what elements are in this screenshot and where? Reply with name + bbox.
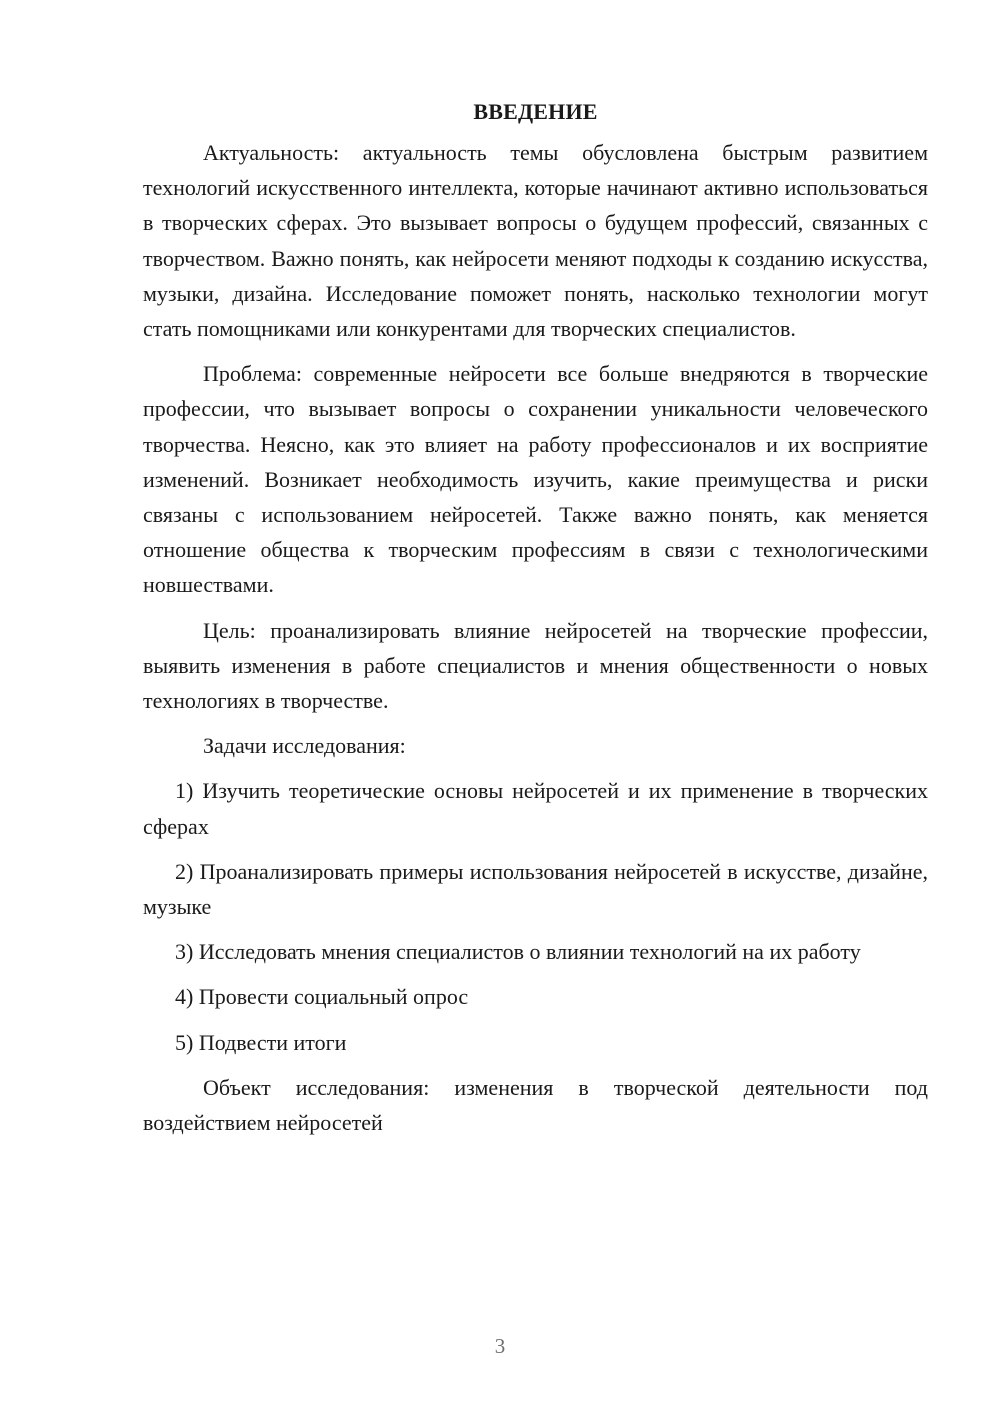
task-item-4: 4) Провести социальный опрос [175, 984, 469, 1010]
section-heading: ВВЕДЕНИЕ [473, 99, 598, 124]
task-item-2: 2) Проанализировать примеры использования нейросетей в искусстве, дизайне, музыке [143, 858, 928, 920]
paragraph-relevance: Актуальность: актуальность темы обусловлена быстрым развитием технологий искусственного интеллекта, которые начинают активно использоваться в творческих сферах. Это вызывает вопросы о будущем профессий, связанных с творчеством. Важно понять, как нейросети меняют подходы к созданию искусства, музыки, дизайна. Исследование поможет понять, насколько технологии могут стать помощниками или конкурентами для творческих специалистов. [143, 140, 928, 342]
task-item-3: 3) Исследовать мнения специалистов о влиянии технологий на их работу [175, 939, 861, 965]
task-item-1: 1) Изучить теоретические основы нейросетей и их применение в творческих сферах [143, 778, 928, 839]
paragraph-problem: Проблема: современные нейросети все больше внедряются в творческие профессии, что вызывает вопросы о сохранении уникальности человеческого творчества. Неясно, как это влияет на работу профессионалов и их восприятие изменений. Возникает необходимость изучить, какие преимущества и риски связаны с использованием нейросетей. Также важно понять, как меняется отношение общества к творческим профессиям в связи с технологическими новшествами. [143, 361, 928, 598]
paragraph-object: Объект исследования: изменения в творческой деятельности под воздействием нейросетей [143, 1074, 928, 1136]
page-content [143, 94, 928, 1150]
task-item-5: 5) Подвести итоги [175, 1029, 347, 1055]
paragraph-goal: Цель: проанализировать влияние нейросетей на творческие профессии, выявить изменения в работе специалистов и мнения общественности о новых технологиях в творчестве. [143, 617, 928, 714]
tasks-title: Задачи исследования: [203, 733, 406, 759]
page-number: 3 [494, 1334, 506, 1358]
